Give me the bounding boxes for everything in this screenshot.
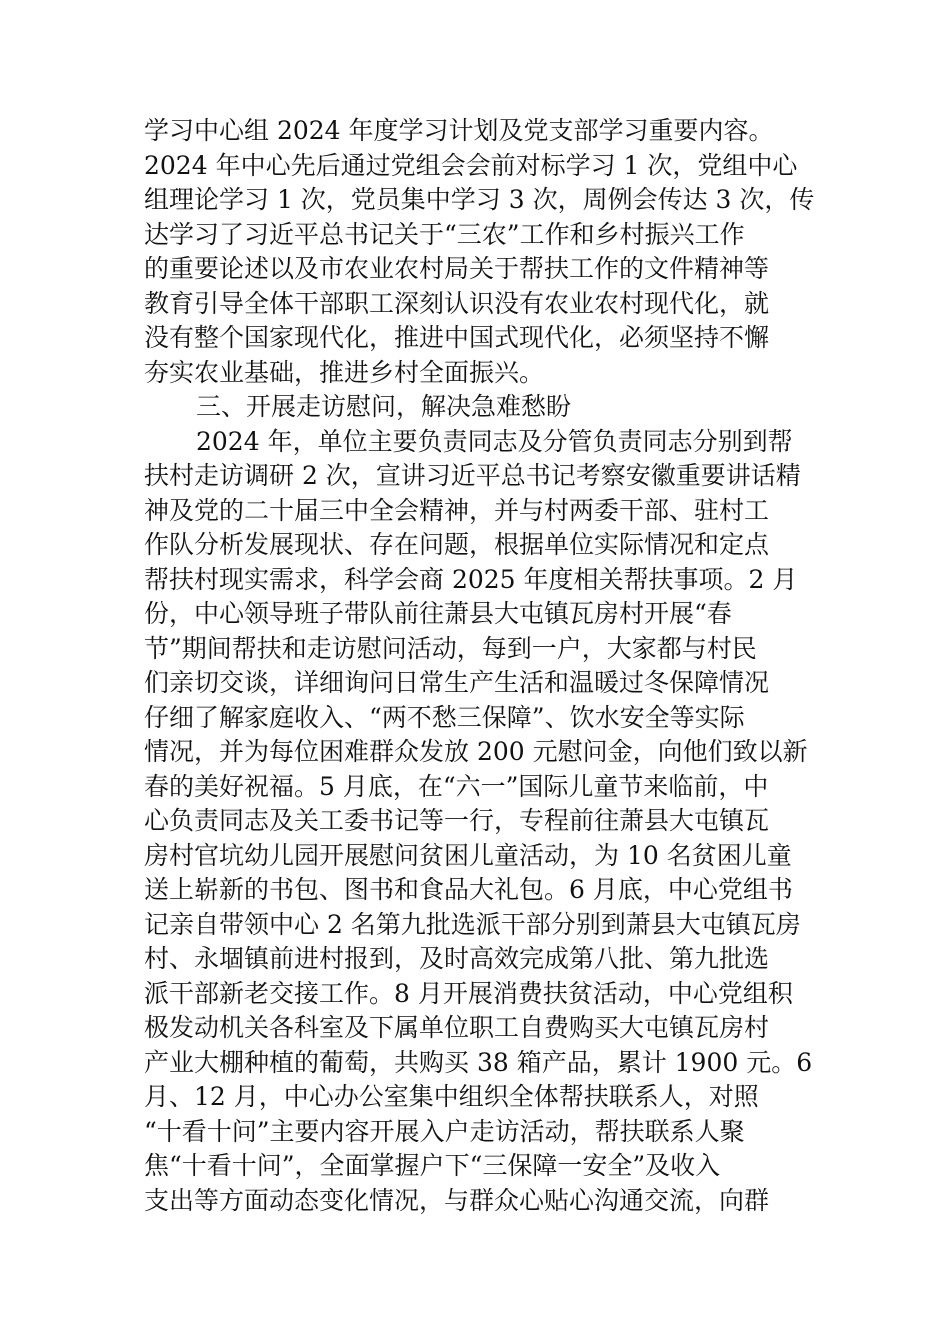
text-line: 达学习了习近平总书记关于“三农”工作和乡村振兴工作 [144,219,745,249]
text-line: 扶村走访调研 2 次，宣讲习近平总书记考察安徽重要讲话精 [144,461,801,490]
text-line: 教育引导全体干部职工深刻认识没有农业农村现代化，就 [144,288,770,318]
text-line: 没有整个国家现代化，推进中国式现代化，必须坚持不懈 [144,323,770,352]
text-line: 情况，并为每位困难群众发放 200 元慰问金，向他们致以新 [144,737,808,766]
text-line: 2024 年中心先后通过党组会会前对标学习 1 次，党组中心 [144,150,798,180]
text-line: 焦“十看十问”，全面掌握户下“三保障一安全”及收入 [144,1151,721,1180]
text-line: 作队分析发展现状、存在问题，根据单位实际情况和定点 [144,530,770,559]
text-line: 极发动机关各科室及下属单位职工自费购买大屯镇瓦房村 [144,1013,770,1042]
text-line: 节”期间帮扶和走访慰问活动，每到一户，大家都与村民 [144,633,757,663]
text-line: 神及党的二十届三中全会精神，并与村两委干部、驻村工 [144,495,770,525]
text-line: 房村官坑幼儿园开展慰问贫困儿童活动，为 10 名贫困儿童 [144,840,792,870]
text-line: 派干部新老交接工作。8 月开展消费扶贫活动，中心党组积 [144,978,793,1008]
document-body [144,114,814,1218]
text-line: 送上崭新的书包、图书和食品大礼包。6 月底，中心党组书 [144,875,793,904]
text-line: 仔细了解家庭收入、“两不愁三保障”、饮水安全等实际 [144,702,745,732]
text-line: 帮扶村现实需求，科学会商 2025 年度相关帮扶事项。2 月 [144,564,798,594]
text-line: 2024 年，单位主要负责同志及分管负责同志分别到帮 [196,426,793,456]
text-line: 产业大棚种植的葡萄，共购买 38 箱产品，累计 1900 元。6 [144,1047,813,1077]
text-line: 学习中心组 2024 年度学习计划及党支部学习重要内容。 [144,116,774,145]
text-line: 记亲自带领中心 2 名第九批选派干部分别到萧县大屯镇瓦房 [144,909,801,939]
text-line: 支出等方面动态变化情况，与群众心贴心沟通交流，向群 [144,1185,770,1215]
text-line: 春的美好祝福。5 月底，在“六一”国际儿童节来临前，中 [144,771,769,801]
text-line: 夯实农业基础，推进乡村全面振兴。 [144,357,545,387]
text-line: 心负责同志及关工委书记等一行，专程前往萧县大屯镇瓦 [144,806,770,835]
text-line: 们亲切交谈，详细询问日常生产生活和温暖过冬保障情况 [144,668,770,697]
text-line: 月、12 月，中心办公室集中组织全体帮扶联系人，对照 [144,1082,759,1111]
text-line: 村、永堌镇前进村报到，及时高效完成第八批、第九批选 [144,944,770,973]
text-line: 组理论学习 1 次，党员集中学习 3 次，周例会传达 3 次，传 [144,185,814,214]
text-line: 的重要论述以及市农业农村局关于帮扶工作的文件精神等 [144,254,770,283]
section-heading: 三、开展走访慰问，解决急难愁盼 [196,392,572,421]
text-line: “十看十问”主要内容开展入户走访活动，帮扶联系人聚 [144,1116,745,1146]
text-line: 份，中心领导班子带队前往萧县大屯镇瓦房村开展“春 [144,599,732,628]
